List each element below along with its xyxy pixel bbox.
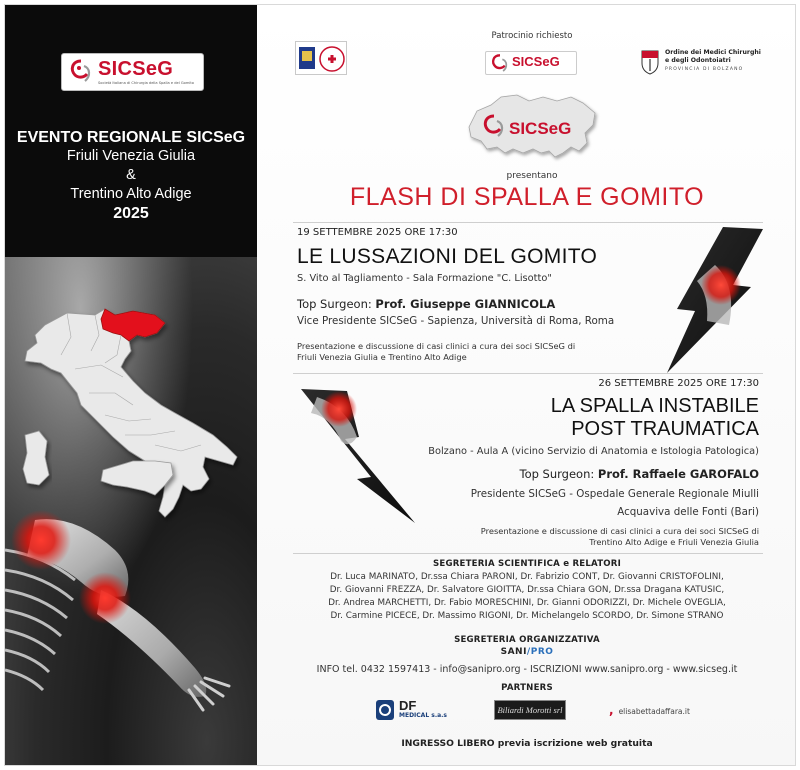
sicseg-logo: [61, 53, 204, 91]
left-panel: [5, 5, 257, 766]
presentano-label: presentano: [506, 171, 558, 181]
region-1: Friuli Venezia Giulia: [66, 148, 196, 164]
event2-title: LA SPALLA INSTABILE POST TRAUMATICA: [550, 395, 759, 440]
df-medical-logo: DF MEDICAL s.a.s: [375, 699, 455, 721]
contact-info: INFO tel. 0432 1597413 - info@sanipro.org - ISCRIZIONI www.sanipro.org - www.sicseg.it: [316, 664, 738, 675]
main-title: FLASH DI SPALLA E GOMITO: [349, 183, 705, 211]
flyer: [4, 4, 796, 766]
df-medical-icon: [375, 699, 395, 721]
event-year: 2025: [113, 205, 149, 222]
partner-logos: [257, 697, 796, 725]
lightning-bolt-icon: [637, 225, 767, 375]
ampersand: &: [126, 167, 136, 183]
patron-crests: [295, 41, 347, 75]
left-header-block: [5, 5, 257, 257]
event2-role: Presidente SICSeG - Ospedale Generale Regionale Miulli Acquaviva delle Fonti (Bari): [470, 488, 759, 518]
biliardi-morotti-logo: Biliardi Morotti srl: [494, 700, 566, 720]
central-logo-text: SICSeG: [509, 119, 572, 138]
lightning-bolt-icon: [297, 387, 427, 537]
event-heading: [5, 128, 257, 223]
event2-surgeon: Top Surgeon: Prof. Raffaele GAROFALO: [519, 467, 759, 481]
small-logo-text: SICSeG: [512, 54, 560, 69]
sicseg-swirl-icon: [489, 53, 511, 75]
event2-description: Presentazione e discussione di casi clinici a cura dei soci SICSeG di Trentino Alto Adige e Friuli Venezia Giulia: [480, 526, 759, 547]
relatori-line: Dr. Giovanni FREZZA, Dr. Salvatore GIOITTA, Dr.ssa Chiara GON, Dr.ssa Dragana KATUSIC,: [329, 585, 725, 595]
event1-description: Presentazione e discussione di casi clinici a cura dei soci SICSeG di Friuli Venezia Giulia e Trentino Alto Adige: [297, 341, 576, 362]
sicseg-small-logo: [485, 51, 577, 75]
event2-date: 26 SETTEMBRE 2025 ORE 17:30: [598, 378, 759, 389]
relatori-line: Dr. Carmine PICECE, Dr. Massimo RIGONI, Dr. Michelangelo SCORDO, Dr. Simone STRANO: [330, 611, 724, 621]
divider: [293, 553, 763, 554]
partners-title: PARTNERS: [501, 683, 553, 693]
sanipro-logo: SANI/PRO: [500, 647, 554, 657]
crest-icon: [296, 42, 348, 76]
arm-xray-icon: [5, 490, 257, 766]
footer-note: INGRESSO LIBERO previa iscrizione web gratuita: [401, 738, 653, 749]
event1-title: LE LUSSAZIONI DEL GOMITO: [297, 245, 598, 268]
relatori-line: Dr. Luca MARINATO, Dr.ssa Chiara PARONI, Dr. Fabrizio CONT, Dr. Giovanni CRISTOFOLINI,: [330, 572, 724, 582]
elisabetta-daffara-logo: , elisabettadaffara.it: [609, 703, 690, 717]
ordine-name: Ordine dei Medici Chirurghi e degli Odontoiatri: [665, 49, 761, 64]
event-title: EVENTO REGIONALE SICSeG: [16, 129, 246, 146]
event2-place: Bolzano - Aula A (vicino Servizio di Anatomia e Istologia Patologica): [428, 446, 759, 457]
header-logos: [257, 5, 796, 85]
segreteria-organizzativa-title: SEGRETERIA ORGANIZZATIVA: [454, 635, 600, 645]
relatori-list: [277, 571, 777, 623]
divider: [293, 373, 763, 374]
patrocinio-label: Patrocinio richiesto: [491, 31, 573, 41]
event1-role: Vice Presidente SICSeG - Sapienza, Università di Roma, Roma: [297, 315, 615, 327]
sicseg-swirl-icon: [68, 58, 94, 86]
ordine-crest-icon: [639, 47, 661, 75]
divider: [293, 222, 763, 223]
logo-text: SICSeG: [98, 58, 174, 80]
segreteria-scientifica-title: SEGRETERIA SCIENTIFICA e RELATORI: [433, 559, 621, 569]
sicseg-swirl-icon: [481, 113, 507, 141]
central-region-logo: [457, 87, 607, 169]
right-panel: [257, 5, 796, 766]
event1-surgeon: Top Surgeon: Prof. Giuseppe GIANNICOLA: [297, 297, 556, 311]
logo-subtitle: Società Italiana di Chirurgia della Spalla e del Gomito: [98, 81, 194, 85]
event1-date: 19 SETTEMBRE 2025 ORE 17:30: [297, 227, 458, 238]
relatori-line: Dr. Andrea MARCHETTI, Dr. Fabio MORESCHINI, Dr. Gianni ODORIZZI, Dr. Michele OVEGLIA,: [328, 598, 726, 608]
ordine-province: PROVINCIA DI BOLZANO: [665, 67, 744, 72]
region-2: Trentino Alto Adige: [70, 186, 192, 202]
event1-place: S. Vito al Tagliamento - Sala Formazione "C. Lisotto": [297, 273, 552, 284]
ordine-logo: [637, 47, 796, 77]
